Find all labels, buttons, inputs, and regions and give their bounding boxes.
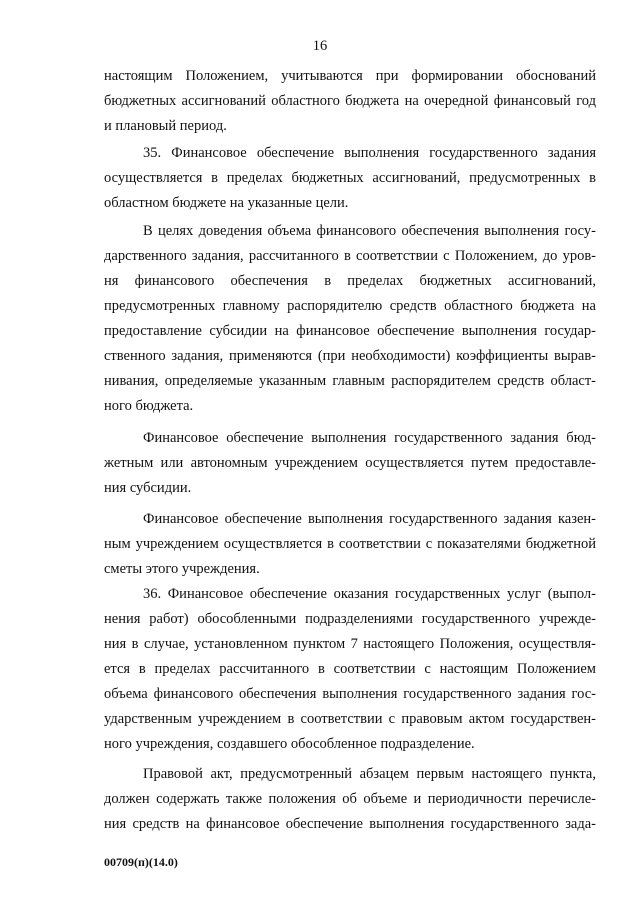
text-line: жетным или автономным учреждением осуществляется путем предоставле- (104, 455, 596, 471)
text-line: сметы этого учреждения. (104, 561, 260, 577)
document-code: 00709(п)(14.0) (104, 855, 178, 869)
text-line: объема финансового обеспечения выполнения государственного задания гос- (104, 686, 596, 702)
text-line: Правовой акт, предусмотренный абзацем первым настоящего пункта, (143, 766, 596, 782)
text-line: ного учреждения, создавшего обособленное подразделение. (104, 736, 475, 752)
text-line: ного бюджета. (104, 398, 194, 414)
text-line: Финансовое обеспечение выполнения государственного задания казен- (143, 511, 596, 527)
text-line: 35. Финансовое обеспечение выполнения государственного задания (143, 145, 596, 161)
text-line: ется в пределах рассчитанного в соответствии с настоящим Положением (104, 661, 596, 677)
text-line: ным учреждением осуществляется в соответствии с показателями бюджетной (104, 536, 596, 552)
text-line: ственного задания, применяются (при необходимости) коэффициенты вырав- (104, 348, 596, 364)
text-line: предусмотренных главному распорядителю средств областного бюджета на (104, 298, 596, 314)
text-line: осуществляется в пределах бюджетных ассигнований, предусмотренных в (104, 170, 596, 186)
text-line: нивания, определяемые указанным главным распорядителем средств област- (104, 373, 596, 389)
page-number: 16 (312, 38, 328, 54)
text-line: нения работ) обособленными подразделениями государственного учрежде- (104, 611, 596, 627)
text-line: настоящим Положением, учитываются при формировании обоснований (104, 68, 596, 84)
text-line: ния в случае, установленном пунктом 7 настоящего Положения, осуществля- (104, 636, 596, 652)
text-line: предоставление субсидии на финансовое обеспечение выполнения государ- (104, 323, 596, 339)
text-line: Финансовое обеспечение выполнения государственного задания бюд- (143, 430, 596, 446)
text-line: В целях доведения объема финансового обеспечения выполнения госу- (143, 223, 596, 239)
text-line: 36. Финансовое обеспечение оказания государственных услуг (выпол- (143, 586, 596, 602)
text-line: ния средств на финансовое обеспечение выполнения государственного зада- (104, 816, 596, 832)
text-line: дарственного задания, рассчитанного в соответствии с Положением, до уров- (104, 248, 596, 264)
text-line: бюджетных ассигнований областного бюджета на очередной финансовый год (104, 93, 596, 109)
text-line: ударственным учреждением в соответствии с правовым актом государствен- (104, 711, 596, 727)
text-line: и плановый период. (104, 118, 227, 134)
text-line: должен содержать также положения об объеме и периодичности перечисле- (104, 791, 596, 807)
text-line: областном бюджете на указанные цели. (104, 195, 349, 211)
text-line: ня финансового обеспечения в пределах бюджетных ассигнований, (104, 273, 596, 289)
text-line: ния субсидии. (104, 480, 192, 496)
